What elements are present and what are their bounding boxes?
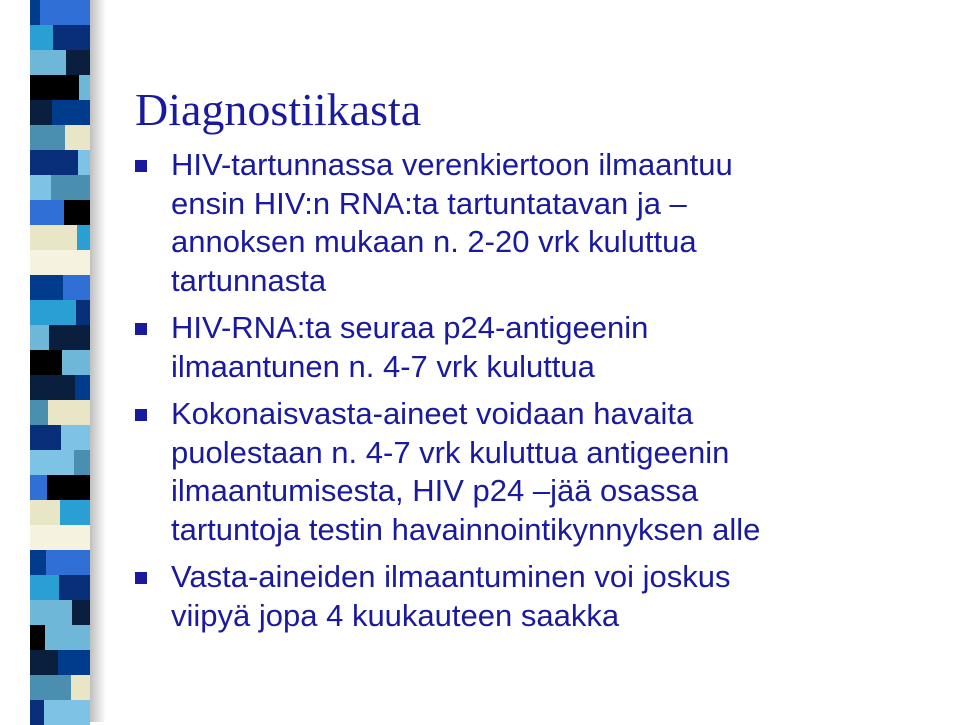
stripe-band — [30, 550, 90, 575]
stripe-band — [30, 175, 90, 200]
stripe-cell — [66, 50, 90, 75]
stripe-cell — [48, 400, 90, 425]
stripe-cell — [30, 700, 44, 725]
stripe-cell — [47, 475, 90, 500]
bullet-item — [135, 146, 945, 300]
stripe-band — [30, 325, 90, 350]
stripe-cell — [75, 375, 90, 400]
stripe-cell — [30, 600, 72, 625]
stripe-band — [30, 225, 90, 250]
stripe-cell — [45, 625, 90, 650]
stripe-cell — [30, 525, 73, 550]
stripe-cell — [49, 325, 90, 350]
stripe-band — [30, 650, 90, 675]
slide-title: Diagnostiikasta — [135, 84, 422, 135]
stripe-cell — [30, 475, 47, 500]
stripe-band — [30, 0, 90, 25]
bullet-item — [135, 309, 945, 386]
bullet-line: ilmaantunen n. 4-7 vrk kuluttua — [171, 348, 595, 384]
stripe-cell — [59, 575, 90, 600]
stripe-band — [30, 675, 90, 700]
bullet-item — [135, 558, 945, 635]
stripe-cell — [63, 275, 90, 300]
stripe-cell — [76, 300, 90, 325]
bullet-line: tartunnasta — [171, 262, 327, 298]
stripe-band — [30, 250, 90, 275]
stripe-band — [30, 150, 90, 175]
stripe-cell — [30, 100, 52, 125]
stripe-band — [30, 450, 90, 475]
stripe-cell — [30, 350, 62, 375]
stripe-cell — [60, 500, 90, 525]
stripe-cell — [30, 375, 75, 400]
stripe-cell — [30, 625, 45, 650]
stripe-band — [30, 600, 90, 625]
stripe-cell — [40, 0, 90, 25]
stripe-cell — [30, 175, 51, 200]
stripe-cell — [30, 275, 63, 300]
stripe-cell — [65, 125, 90, 150]
stripe-band — [30, 50, 90, 75]
stripe-cell — [30, 325, 49, 350]
stripe-cell — [77, 225, 90, 250]
stripe-band — [30, 25, 90, 50]
square-bullet-icon — [135, 572, 147, 584]
stripe-band — [30, 275, 90, 300]
stripe-cell — [62, 350, 90, 375]
stripe-cell — [50, 250, 90, 275]
stripe-cell — [71, 675, 90, 700]
decorative-stripe — [30, 0, 90, 722]
bullet-line: HIV-tartunnassa verenkiertoon ilmaantuu — [171, 147, 733, 182]
stripe-cell — [30, 450, 74, 475]
bullet-line: annoksen mukaan n. 2-20 vrk kuluttua — [171, 224, 697, 259]
stripe-band — [30, 700, 90, 725]
square-bullet-icon — [135, 409, 147, 421]
stripe-band — [30, 100, 90, 125]
stripe-band — [30, 350, 90, 375]
bullet-line: Vasta-aineiden ilmaantuminen voi joskus — [171, 559, 731, 594]
square-bullet-icon — [135, 160, 147, 172]
stripe-cell — [53, 25, 90, 50]
bullet-line: Kokonaisvasta-aineet voidaan havaita — [171, 396, 694, 431]
stripe-cell — [30, 575, 59, 600]
stripe-cell — [30, 650, 58, 675]
stripe-cell — [30, 125, 65, 150]
square-bullet-icon — [135, 323, 147, 335]
stripe-band — [30, 625, 90, 650]
stripe-cell — [30, 25, 53, 50]
bullet-text — [171, 558, 945, 635]
stripe-band — [30, 75, 90, 100]
stripe-cell — [74, 450, 90, 475]
stripe-cell — [30, 300, 76, 325]
stripe-band — [30, 300, 90, 325]
bullet-line: HIV-RNA:ta seuraa p24-antigeenin — [171, 310, 649, 345]
stripe-cell — [73, 525, 90, 550]
stripe-cell — [30, 50, 66, 75]
stripe-band — [30, 425, 90, 450]
stripe-cell — [30, 550, 46, 575]
stripe-band — [30, 125, 90, 150]
stripe-band — [30, 525, 90, 550]
stripe-cell — [30, 400, 48, 425]
stripe-cell — [44, 700, 90, 725]
stripe-band — [30, 400, 90, 425]
bullet-text — [171, 146, 945, 300]
stripe-cell — [51, 175, 90, 200]
stripe-cell — [64, 200, 90, 225]
stripe-cell — [61, 425, 90, 450]
stripe-cell — [30, 250, 50, 275]
bullet-list — [135, 146, 945, 644]
stripe-cell — [30, 500, 60, 525]
stripe-cell — [46, 550, 90, 575]
stripe-cell — [30, 150, 78, 175]
bullet-text — [171, 395, 945, 549]
stripe-cell — [78, 150, 90, 175]
bullet-line: ilmaantumisesta, HIV p24 –jää osassa — [171, 473, 699, 508]
stripe-cell — [30, 675, 71, 700]
stripe-shadow — [90, 0, 106, 722]
stripe-cell — [30, 75, 79, 100]
stripe-cell — [79, 75, 90, 100]
bullet-item — [135, 395, 945, 549]
stripe-cell — [30, 225, 77, 250]
stripe-cell — [30, 200, 64, 225]
bullet-line: ensin HIV:n RNA:ta tartuntatavan ja – — [171, 185, 687, 221]
stripe-cell — [58, 650, 90, 675]
stripe-cell — [52, 100, 90, 125]
stripe-cell — [30, 425, 61, 450]
bullet-line: viipyä jopa 4 kuukauteen saakka — [171, 597, 620, 633]
stripe-cell — [30, 0, 40, 25]
stripe-band — [30, 375, 90, 400]
bullet-line: tartuntoja testin havainnointikynnyksen alle — [171, 511, 761, 547]
bullet-line: puolestaan n. 4-7 vrk kuluttua antigeenin — [171, 434, 730, 470]
stripe-band — [30, 200, 90, 225]
stripe-band — [30, 500, 90, 525]
bullet-text — [171, 309, 945, 386]
stripe-band — [30, 575, 90, 600]
stripe-band — [30, 475, 90, 500]
stripe-cell — [72, 600, 90, 625]
